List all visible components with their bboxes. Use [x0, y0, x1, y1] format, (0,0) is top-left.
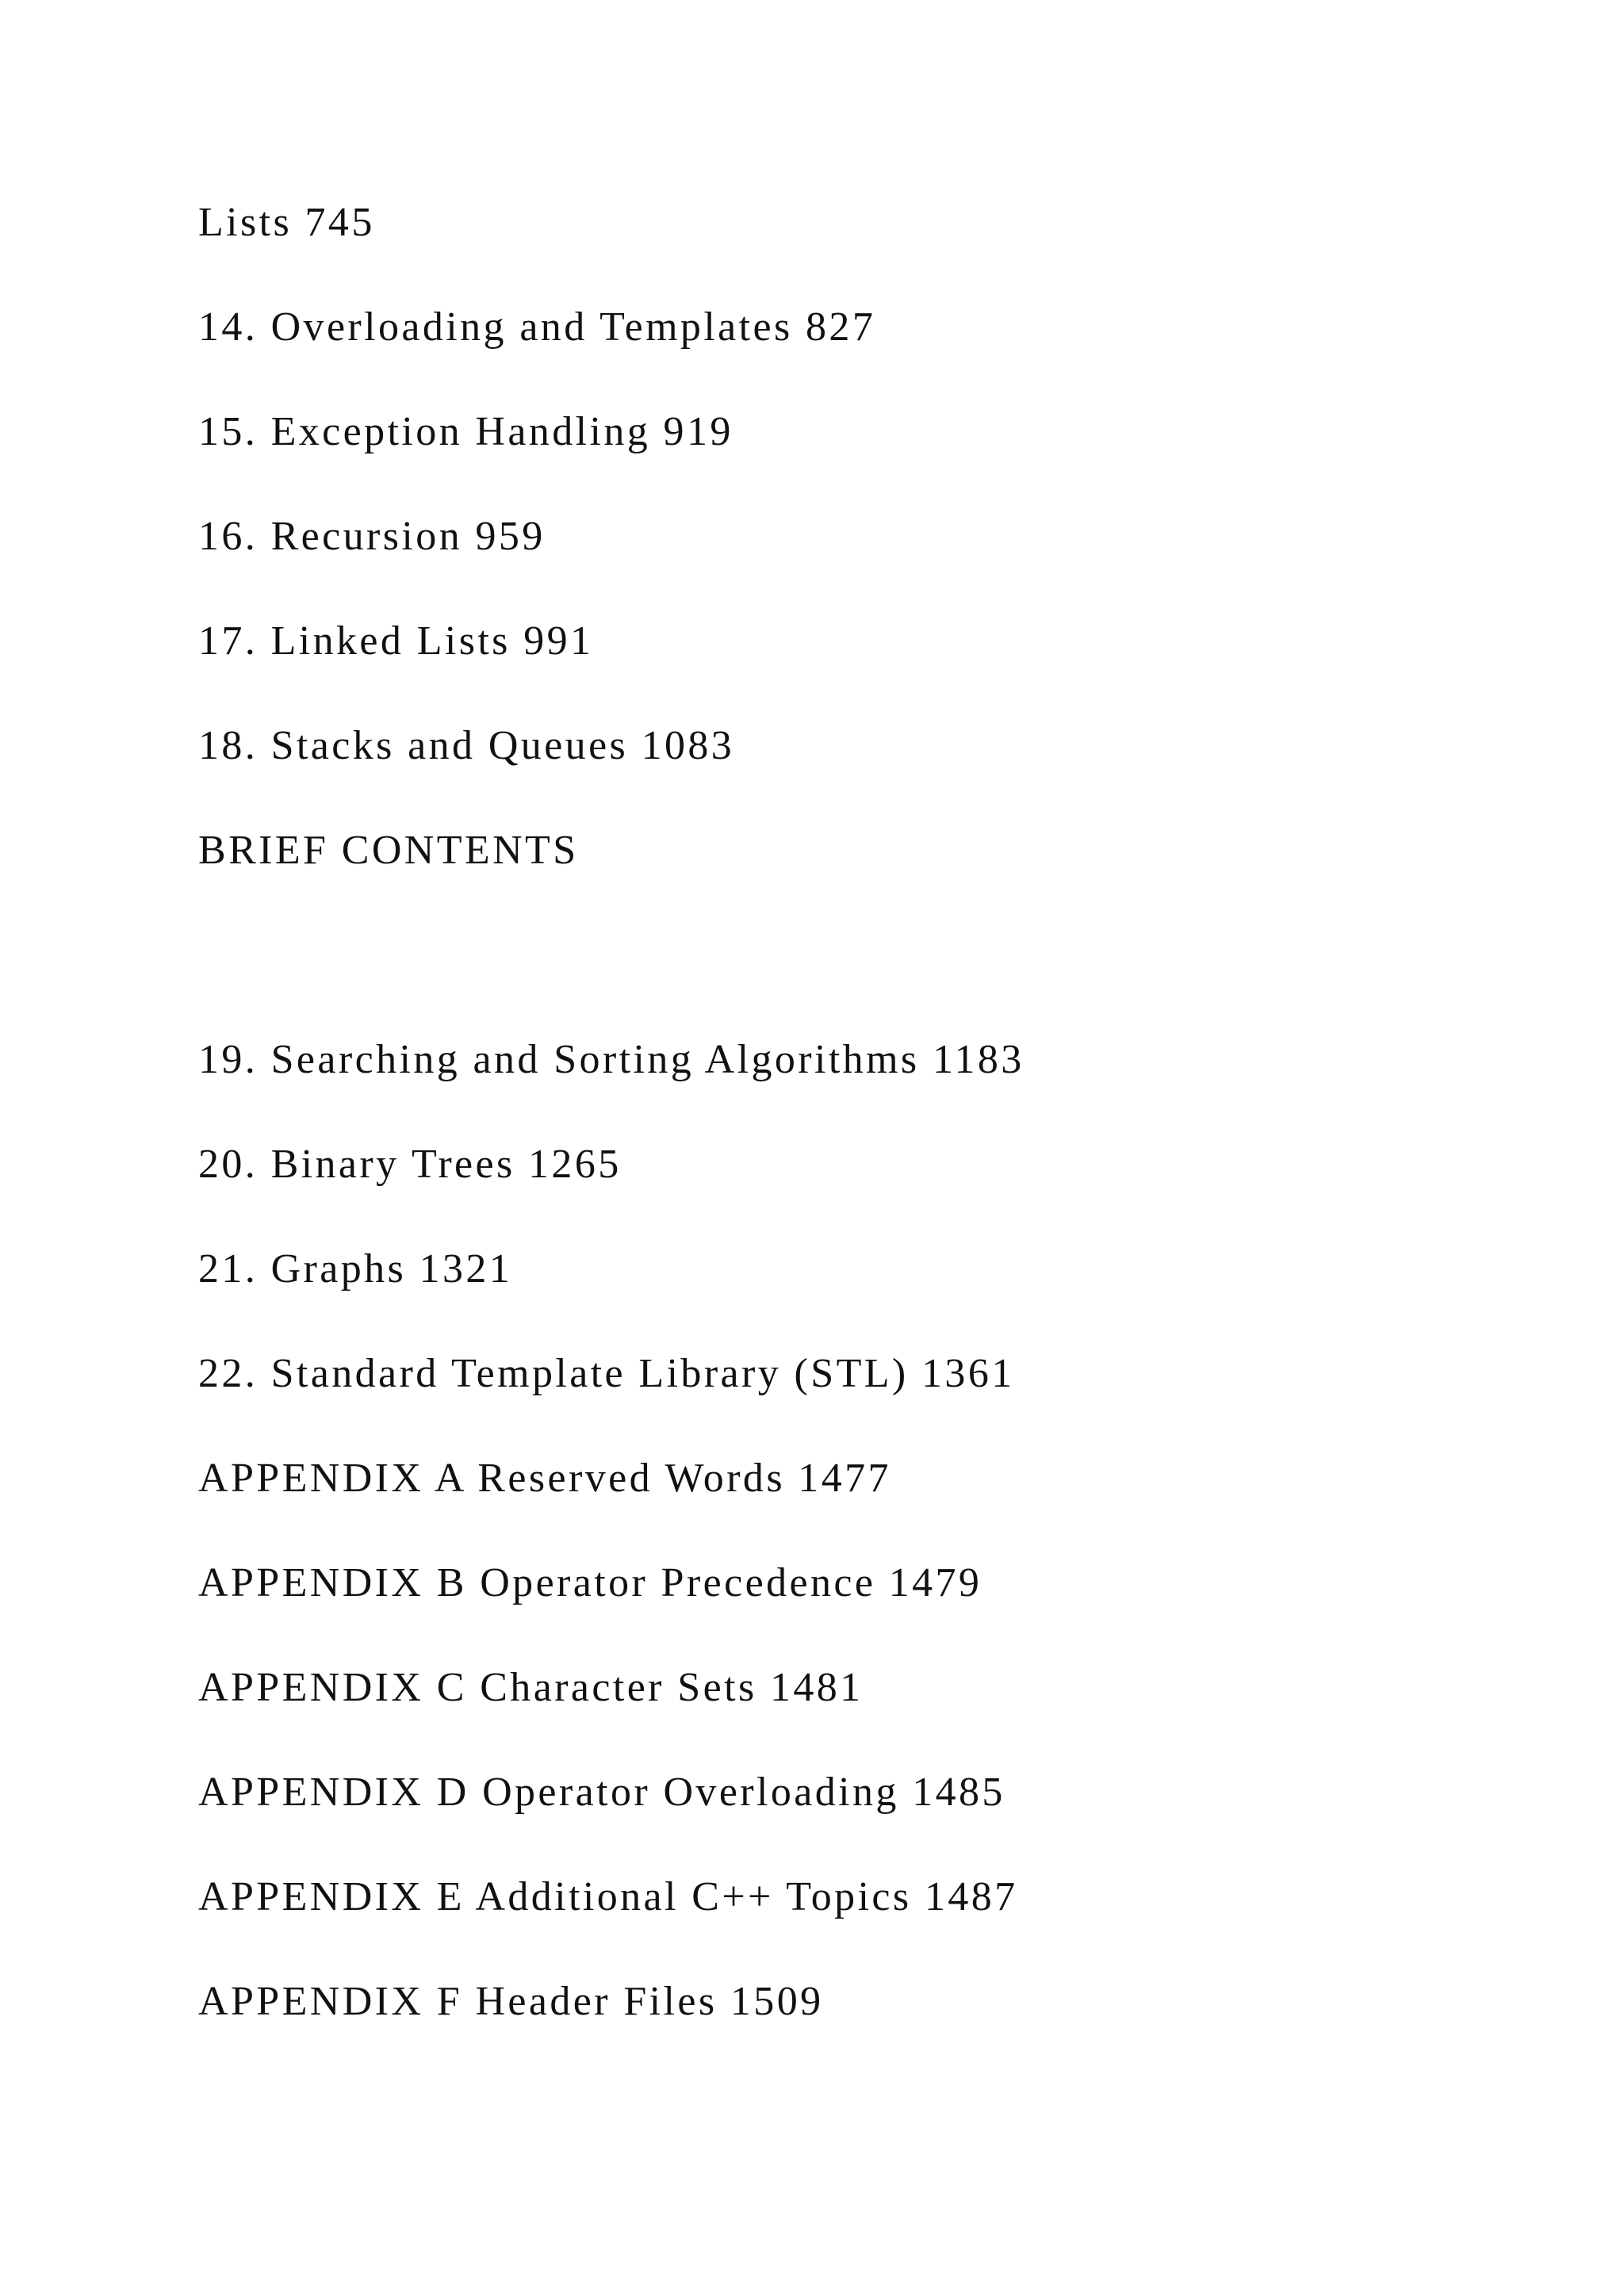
toc-entry-chapter-15: 15. Exception Handling 919: [198, 409, 733, 454]
toc-entry-chapter-19: 19. Searching and Sorting Algorithms 1183: [198, 1037, 1025, 1082]
toc-entry-appendix-b: APPENDIX B Operator Precedence 1479: [198, 1560, 982, 1605]
toc-entry-chapter-22: 22. Standard Template Library (STL) 1361: [198, 1351, 1015, 1396]
toc-entry-chapter-20: 20. Binary Trees 1265: [198, 1142, 622, 1187]
toc-entry-chapter-21: 21. Graphs 1321: [198, 1246, 513, 1292]
toc-entry-chapter-14: 14. Overloading and Templates 827: [198, 304, 876, 350]
running-header: BRIEF CONTENTS: [198, 828, 579, 873]
toc-entry-appendix-e: APPENDIX E Additional C++ Topics 1487: [198, 1874, 1018, 1919]
toc-entry-appendix-f: APPENDIX F Header Files 1509: [198, 1979, 824, 2024]
toc-entry-lists: Lists 745: [198, 200, 375, 245]
toc-entry-appendix-c: APPENDIX C Character Sets 1481: [198, 1665, 864, 1710]
toc-entry-chapter-16: 16. Recursion 959: [198, 514, 546, 559]
toc-entry-chapter-17: 17. Linked Lists 991: [198, 618, 594, 664]
toc-entry-appendix-a: APPENDIX A Reserved Words 1477: [198, 1456, 891, 1501]
toc-entry-appendix-d: APPENDIX D Operator Overloading 1485: [198, 1770, 1005, 1815]
toc-entry-chapter-18: 18. Stacks and Queues 1083: [198, 723, 735, 768]
